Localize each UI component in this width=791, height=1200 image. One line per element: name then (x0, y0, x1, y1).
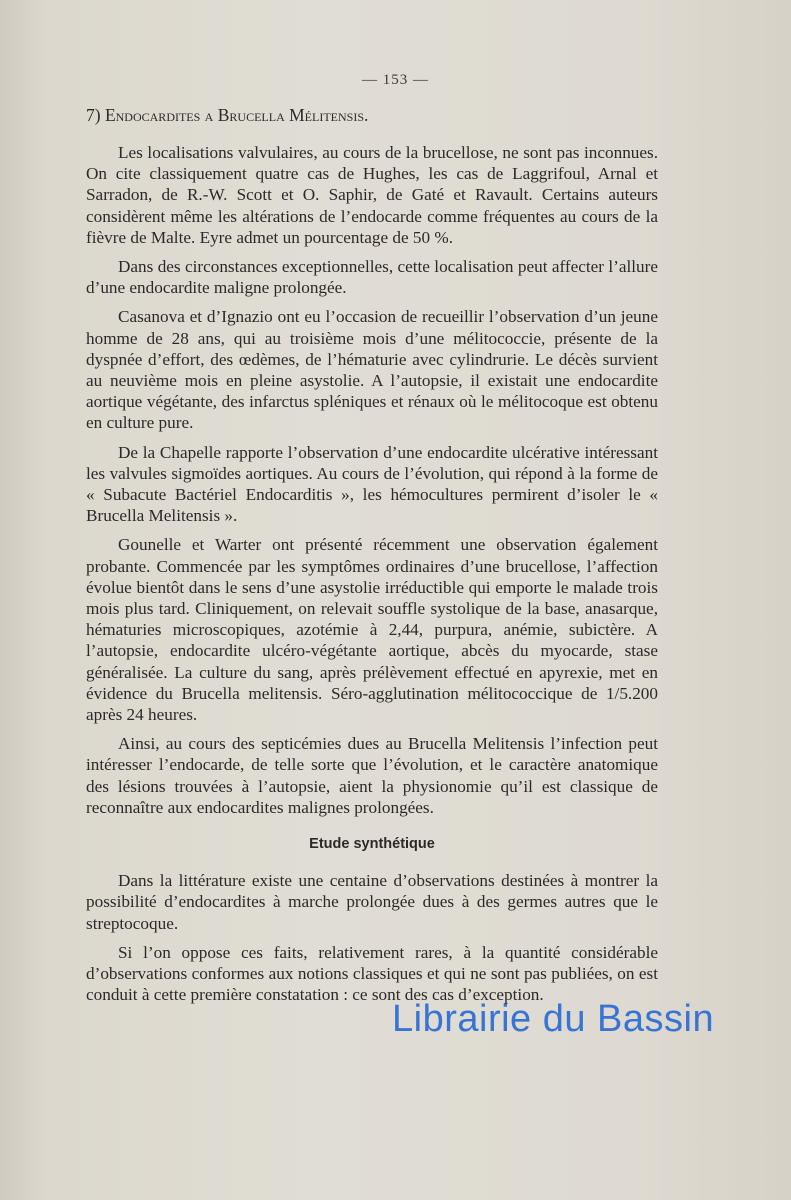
section-heading: 7) Endocardites a Brucella Mélitensis. (86, 105, 369, 125)
paragraph-1: Les localisations valvulaires, au cours de la brucellose, ne sont pas inconnues. On cite classiquement quatre cas de Hughes, les cas de Laggrifoul, Arnal et Sarradon, de R.-W. Scott et O. Saphir, de Gaté et Ravault. Certains auteurs considèrent même les altérations de l’endocarde comme fréquentes au cours de la fièvre de Malte. Eyre admet un pourcentage de 50 %. (86, 143, 658, 247)
paragraph-2: Dans des circonstances exceptionnelles, cette localisation peut affecter l’allure d’une endocardite maligne prolongée. (86, 257, 658, 298)
paragraph-4: De la Chapelle rapporte l’observation d’une endocardite ulcérative intéressant les valvules sigmoïdes aortiques. Au cours de l’évolution, qui répond à la forme de « Subacute Bactériel Endocarditis », les hémocultures permirent d’isoler le « Brucella Melitensis ». (86, 442, 658, 526)
paragraph-3: Casanova et d’Ignazio ont eu l’occasion de recueillir l’observation d’un jeune homme de 28 ans, qui au troisième mois d’une mélitococcie, présente de la dyspnée d’effort, des œdèmes, de l’hématurie avec cylindrurie. Le décès survient au neuvième mois en pleine asystolie. A l’autopsie, il existait une endocardite aortique végétante, des infarctus spléniques et rénaux où le mélitocoque est obtenu en culture pure. (86, 307, 658, 433)
paragraph-5: Gounelle et Warter ont présenté récemment une observation également probante. Commencée par les symptômes ordinaires d’une brucellose, l’affection évolue bientôt dans le sens d’une asystolie irréductible qui emporte le malade trois mois plus tard. Cliniquement, on relevait souffle systolique de la base, anasarque, hématuries microscopiques, azotémie à 2,44, purpura, anémie, subictère. A l’autopsie, endocardite ulcéro-végétante aortique, abcès du myocarde, stase généralisée. La culture du sang, après prélèvement effectué en apyrexie, met en évidence du Brucella melitensis. Séro-agglutination mélitococcique de 1/5.200 après 24 heures. (86, 535, 658, 725)
subsection-heading: Etude synthétique (309, 836, 435, 853)
text-column (86, 104, 658, 1013)
paragraph-6: Ainsi, au cours des septicémies dues au Brucella Melitensis l’infection peut intéresser l’endocarde, de telle sorte que l’évolution, et le caractère anatomique des lésions trouvées à l’autopsie, aient la physionomie qu’il est classique de reconnaître aux endocardites malignes prolongées. (86, 734, 658, 817)
subsection-paragraph-1: Dans la littérature existe une centaine d’observations destinées à montrer la possibilité d’endocardites à marche prolongée dues à des germes autres que le streptocoque. (86, 871, 658, 933)
subsection-paragraph-2: Si l’on oppose ces faits, relativement rares, à la quantité considérable d’observations conformes aux notions classiques et qui ne sont pas publiées, on est conduit à cette première constatation : ce sont des cas d’exception. (86, 942, 658, 1005)
page-number: — 153 — (362, 72, 429, 88)
watermark-logo: Librairie du Bassin (392, 998, 715, 1040)
